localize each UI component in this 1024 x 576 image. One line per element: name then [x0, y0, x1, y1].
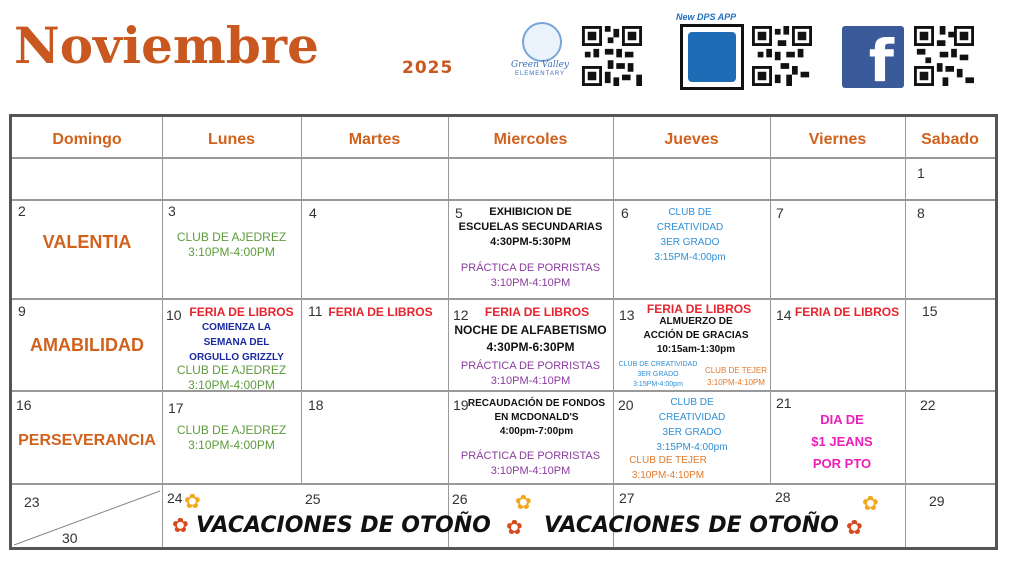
- date-29: 29: [929, 493, 945, 509]
- date-20: 20: [618, 397, 634, 413]
- date-8: 8: [917, 205, 925, 221]
- day-miercoles: Miercoles: [493, 131, 568, 148]
- event-chess: CLUB DE AJEDREZ 3:10PM-4:00PM: [176, 230, 287, 259]
- date-5: 5: [455, 205, 463, 221]
- maple-leaf-icon: ✿: [515, 492, 532, 514]
- event-book-fair: FERIA DE LIBROS: [484, 305, 590, 319]
- event-book-fair: FERIA DE LIBROS: [328, 305, 433, 319]
- event-creativity: CLUB DE CREATIVIDAD 3ER GRADO 3:15PM-4:00pm: [654, 207, 726, 263]
- value-valentia: VALENTIA: [42, 232, 132, 252]
- event-creativity: CLUB DE CREATIVIDAD 3ER GRADO 3:15PM-4:00pm: [618, 361, 698, 388]
- date-12: 12: [453, 307, 469, 323]
- event-book-fair: FERIA DE LIBROS: [794, 305, 900, 319]
- event-chess: CLUB DE AJEDREZ 3:10PM-4:00PM: [176, 423, 287, 452]
- qr-code-icon[interactable]: [582, 26, 642, 86]
- date-22: 22: [920, 397, 936, 413]
- vacation-label: VACACIONES DE OTOÑO: [196, 513, 491, 538]
- event-cheer: PRÁCTICA DE PORRISTAS 3:10PM-4:10PM: [460, 262, 601, 289]
- qr-code-icon[interactable]: [914, 26, 974, 86]
- event-mcdonalds-fundraiser: RECAUDACIÓN DE FONDOS EN MCDONALD'S 4:00pm-7:00pm: [467, 398, 606, 437]
- event-thanksgiving-lunch: ALMUERZO DE ACCIÓN DE GRACIAS 10:15am-1:30pm: [643, 316, 749, 355]
- event-chess: CLUB DE AJEDREZ 3:10PM-4:00PM: [176, 363, 287, 392]
- school-sub: ELEMENTARY: [514, 71, 566, 77]
- maple-leaf-icon: ✿: [506, 517, 523, 539]
- date-1: 1: [917, 165, 925, 181]
- date-24: 24: [167, 490, 183, 506]
- date-23: 23: [24, 494, 40, 510]
- facebook-icon[interactable]: f: [842, 26, 904, 88]
- event-exhibition: EXHIBICION DE ESCUELAS SECUNDARIAS 4:30PM-5:30PM: [458, 206, 603, 248]
- maple-leaf-icon: ✿: [862, 493, 879, 515]
- maple-leaf-icon: ✿: [184, 491, 201, 513]
- event-cheer: PRÁCTICA DE PORRISTAS 3:10PM-4:10PM: [460, 450, 601, 477]
- value-perseverancia: PERSEVERANCIA: [18, 432, 156, 449]
- maple-leaf-icon: ✿: [172, 515, 189, 537]
- event-literacy-night: NOCHE DE ALFABETISMO 4:30PM-6:30PM: [454, 323, 607, 354]
- event-jeans-day: DIA DE $1 JEANS POR PTO: [811, 412, 873, 471]
- date-3: 3: [168, 203, 176, 219]
- day-jueves: Jueves: [664, 131, 719, 148]
- vacation-label: VACACIONES DE OTOÑO: [544, 513, 839, 538]
- event-knitting: CLUB DE TEJER 3:10PM-4:10PM: [629, 455, 707, 481]
- date-18: 18: [308, 397, 324, 413]
- dps-app-icon[interactable]: [680, 24, 744, 90]
- date-27: 27: [619, 490, 635, 506]
- value-amabilidad: AMABILIDAD: [30, 335, 144, 355]
- date-21: 21: [776, 395, 792, 411]
- day-lunes: Lunes: [207, 131, 256, 148]
- split-cell-diagonal: [12, 485, 162, 547]
- year-label: 2025: [402, 58, 454, 78]
- school-logo: [508, 22, 572, 92]
- date-9: 9: [18, 303, 26, 319]
- day-domingo: Domingo: [52, 131, 122, 148]
- day-sabado: Sabado: [921, 131, 979, 148]
- maple-leaf-icon: ✿: [846, 517, 863, 539]
- date-16: 16: [16, 397, 32, 413]
- calendar-grid: [9, 114, 998, 550]
- date-28: 28: [775, 489, 791, 505]
- date-4: 4: [309, 205, 317, 221]
- event-grizzly: COMIENZA LA SEMANA DEL ORGULLO GRIZZLY: [189, 322, 284, 363]
- date-17: 17: [168, 400, 184, 416]
- event-knitting: CLUB DE TEJER 3:10PM-4:10PM: [704, 366, 768, 387]
- app-label: New DPS APP: [676, 12, 737, 22]
- month-title: Noviembre: [14, 16, 319, 75]
- event-cheer: PRÁCTICA DE PORRISTAS 3:10PM-4:10PM: [460, 360, 601, 387]
- date-15: 15: [922, 303, 938, 319]
- day-viernes: Viernes: [808, 131, 867, 148]
- event-book-fair: FERIA DE LIBROS: [189, 305, 294, 319]
- date-13: 13: [619, 307, 635, 323]
- qr-code-icon[interactable]: [752, 26, 812, 86]
- event-book-fair: FERIA DE LIBROS: [646, 302, 752, 316]
- date-19: 19: [453, 397, 469, 413]
- date-6: 6: [621, 205, 629, 221]
- date-25: 25: [305, 491, 321, 507]
- date-14: 14: [776, 307, 792, 323]
- date-30: 30: [62, 530, 78, 546]
- school-name: Green Valley: [510, 60, 569, 70]
- date-11: 11: [308, 303, 323, 319]
- date-2: 2: [18, 203, 26, 219]
- date-10: 10: [166, 307, 182, 323]
- day-martes: Martes: [348, 131, 401, 148]
- event-creativity: CLUB DE CREATIVIDAD 3ER GRADO 3:15PM-4:00pm: [656, 397, 728, 453]
- date-7: 7: [776, 205, 784, 221]
- date-26: 26: [452, 491, 468, 507]
